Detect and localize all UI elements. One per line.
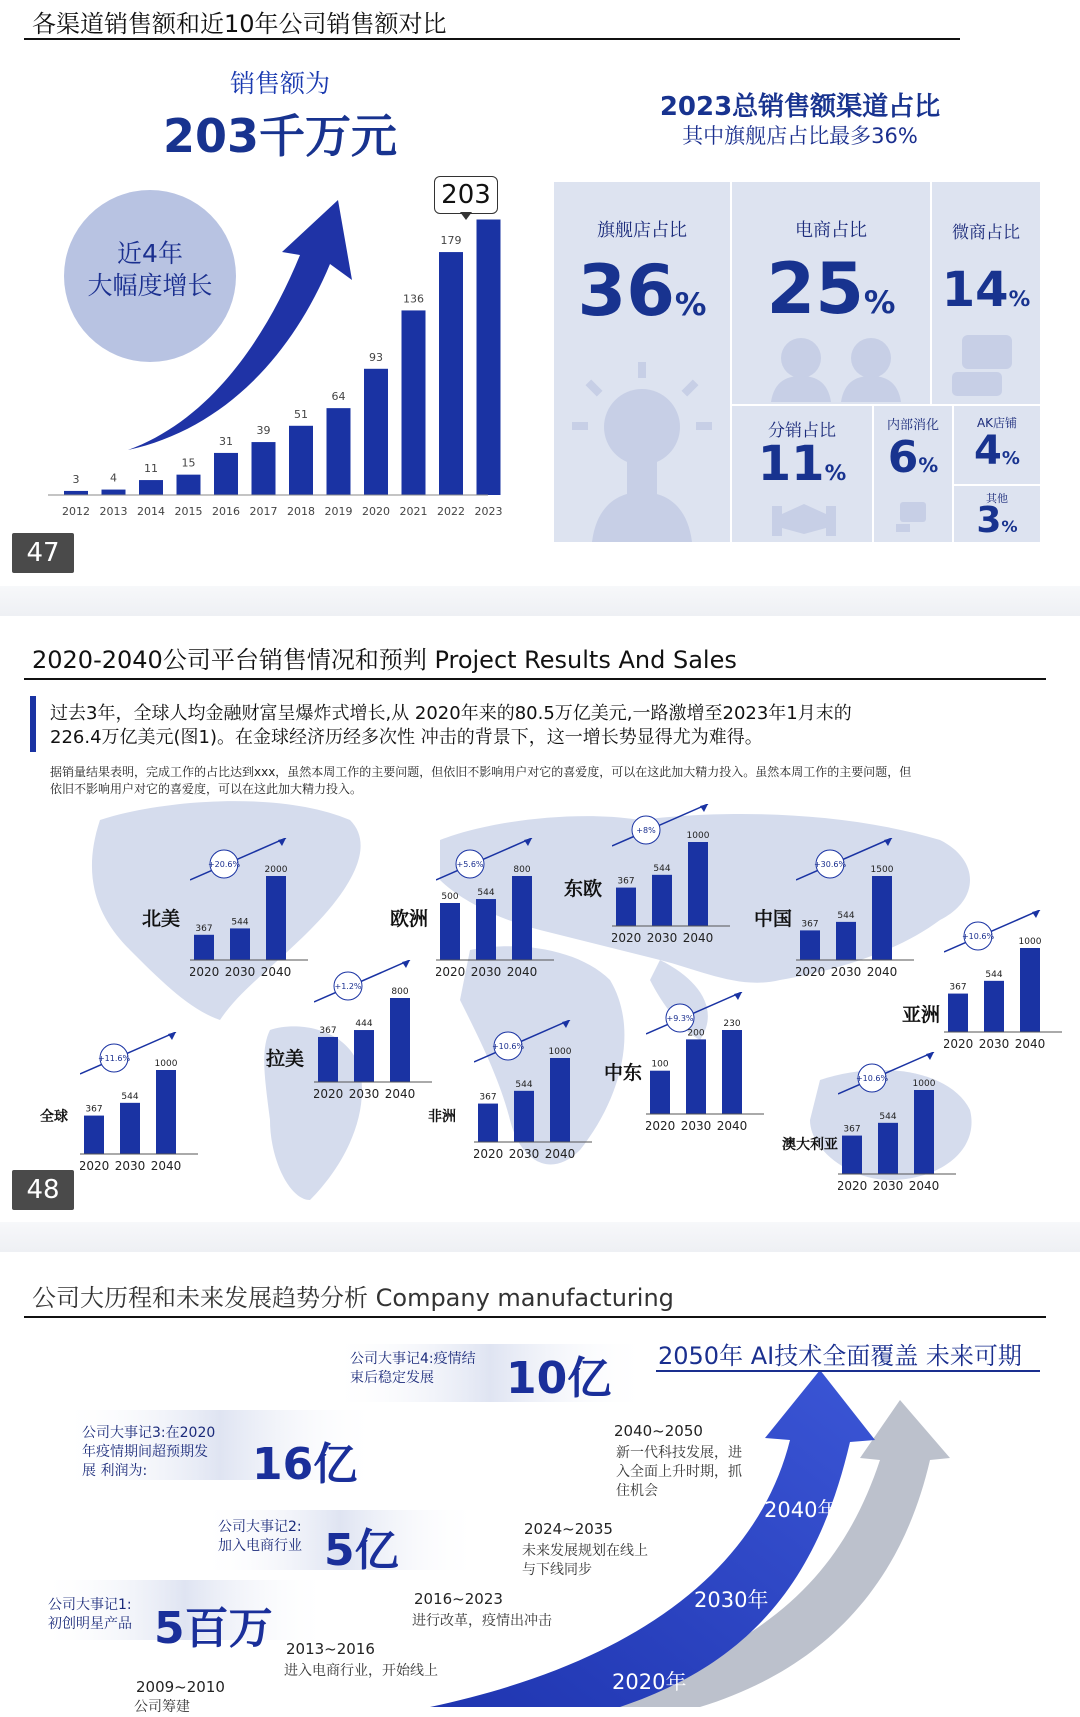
region-bar-value: 544 bbox=[837, 910, 855, 921]
growth-arrow bbox=[128, 200, 352, 450]
tile-label: 其他 bbox=[986, 492, 1008, 505]
arrow-label-2030: 2030年 bbox=[694, 1588, 769, 1612]
region-bar-value: 800 bbox=[513, 865, 531, 875]
divider bbox=[24, 38, 960, 40]
region-bar-value: 544 bbox=[121, 1091, 139, 1102]
region-bar bbox=[914, 1090, 934, 1174]
x-tick-label: 2021 bbox=[399, 505, 428, 518]
region-year-label: 2040 bbox=[682, 931, 714, 945]
tile-label: 分销占比 bbox=[768, 421, 836, 441]
growth-label: +9.3% bbox=[666, 1014, 694, 1023]
bar-value-label: 51 bbox=[294, 407, 308, 421]
event-4-label: 公司大事记4:疫情结 束后稳定发展 bbox=[350, 1351, 476, 1386]
region-year-label: 2030 bbox=[680, 1119, 712, 1133]
growth-label: +1.2% bbox=[334, 982, 362, 991]
region-year-label: 2030 bbox=[224, 965, 256, 979]
divider bbox=[24, 678, 1046, 680]
tile-label: 电商占比 bbox=[795, 220, 867, 241]
event-4-value: 10亿 bbox=[506, 1353, 612, 1404]
tile-value: 11% bbox=[757, 436, 847, 492]
bar-value-label: 4 bbox=[110, 471, 117, 485]
region-year-label: 2020 bbox=[944, 1037, 974, 1051]
growth-bubble-text: 近4年 大幅度增长 bbox=[87, 239, 213, 300]
region-year-label: 2040 bbox=[716, 1119, 748, 1133]
region-year-label: 2030 bbox=[830, 965, 862, 979]
region-bar bbox=[800, 930, 820, 960]
region-bar bbox=[230, 928, 250, 960]
bar-value-label: 93 bbox=[369, 350, 383, 364]
x-tick-label: 2022 bbox=[437, 505, 465, 518]
region-chart bbox=[838, 1052, 968, 1202]
tile-distribution bbox=[732, 406, 872, 542]
region-bar-value: 1000 bbox=[1018, 937, 1042, 947]
region-name: 东欧 bbox=[564, 878, 603, 900]
region-bar bbox=[688, 842, 708, 926]
section2-title: 2020-2040公司平台销售情况和预判 Project Results And Sales bbox=[32, 646, 737, 674]
tile-label: 微商占比 bbox=[952, 223, 1020, 243]
region-name: 非洲 bbox=[428, 1109, 456, 1125]
timeline-desc: 进入电商行业，开始线上 bbox=[284, 1663, 438, 1679]
section3-title: 公司大历程和未来发展趋势分析 Company manufacturing bbox=[32, 1284, 674, 1312]
region-bar-value: 367 bbox=[479, 1092, 497, 1103]
region-year-label: 2040 bbox=[150, 1159, 182, 1173]
tile-value: 25% bbox=[766, 248, 896, 330]
x-tick-label: 2015 bbox=[174, 505, 203, 518]
region-bar bbox=[156, 1070, 176, 1154]
region-name: 北美 bbox=[142, 908, 181, 930]
tile-wechat bbox=[932, 182, 1040, 404]
region-chart bbox=[190, 838, 320, 988]
region-bar-value: 367 bbox=[85, 1104, 103, 1115]
region-bar-value: 367 bbox=[319, 1025, 337, 1036]
region-year-label: 2040 bbox=[908, 1179, 940, 1193]
region-year-label: 2020 bbox=[314, 1087, 344, 1101]
bar-2021 bbox=[402, 310, 426, 495]
region-year-label: 2040 bbox=[544, 1147, 576, 1161]
chat-icon bbox=[952, 330, 1022, 400]
x-tick-label: 2013 bbox=[99, 505, 128, 518]
region-bar bbox=[686, 1039, 706, 1114]
region-year-label: 2030 bbox=[508, 1147, 540, 1161]
callout-pointer bbox=[460, 212, 472, 220]
share-title: 2023总销售额渠道占比 bbox=[659, 92, 941, 122]
timeline-years: 2024~2035 bbox=[524, 1520, 613, 1538]
region-bar-value: 544 bbox=[477, 888, 495, 899]
region-year-label: 2030 bbox=[348, 1087, 380, 1101]
tile-flagship bbox=[554, 182, 730, 542]
tile-value: 4% bbox=[974, 428, 1020, 474]
region-chart bbox=[796, 838, 926, 988]
bar-2018 bbox=[289, 426, 313, 495]
region-year-label: 2040 bbox=[384, 1087, 416, 1101]
region-bar bbox=[550, 1058, 570, 1142]
region-year-label: 2020 bbox=[646, 1119, 676, 1133]
region-chart bbox=[474, 1020, 604, 1170]
future-headline: 2050年 AI技术全面覆盖 未来可期 bbox=[658, 1342, 1022, 1370]
lead-marker bbox=[30, 696, 36, 752]
region-year-label: 2020 bbox=[190, 965, 220, 979]
growth-label: +8% bbox=[636, 826, 656, 835]
region-bar-value: 100 bbox=[651, 1059, 669, 1070]
bar-2013 bbox=[102, 490, 126, 495]
region-name: 中东 bbox=[604, 1062, 643, 1084]
event-1-label: 公司大事记1: 初创明星产品 bbox=[48, 1597, 132, 1632]
bar-2017 bbox=[252, 442, 276, 495]
event-3-label: 公司大事记3:在2020 年疫情期间超预期发 展 利润为: bbox=[82, 1425, 216, 1479]
region-year-label: 2030 bbox=[872, 1179, 904, 1193]
headset-agent-icon bbox=[766, 332, 906, 402]
region-year-label: 2030 bbox=[114, 1159, 146, 1173]
region-chart bbox=[436, 838, 566, 988]
region-bar bbox=[650, 1071, 670, 1114]
tile-internal bbox=[874, 406, 952, 542]
region-bar-value: 230 bbox=[723, 1019, 741, 1029]
region-year-label: 2020 bbox=[838, 1179, 868, 1193]
growth-label: +11.6% bbox=[97, 1054, 131, 1063]
bar-value-label: 15 bbox=[181, 456, 196, 470]
x-tick-label: 2016 bbox=[212, 505, 240, 518]
page-number-48: 48 bbox=[12, 1170, 74, 1210]
x-tick-label: 2023 bbox=[474, 505, 503, 518]
region-bar-value: 367 bbox=[949, 982, 967, 993]
region-bar bbox=[318, 1037, 338, 1082]
bar-2014 bbox=[139, 480, 163, 495]
x-tick-label: 2012 bbox=[62, 505, 90, 518]
region-bar bbox=[652, 875, 672, 926]
region-bar-value: 367 bbox=[195, 923, 213, 934]
tile-label: 内部消化 bbox=[886, 418, 939, 433]
timeline-years: 2016~2023 bbox=[414, 1590, 503, 1608]
chart-icon bbox=[896, 498, 930, 532]
bar-2012 bbox=[64, 491, 88, 495]
region-year-label: 2020 bbox=[474, 1147, 504, 1161]
region-bar-value: 544 bbox=[879, 1111, 897, 1122]
timeline-years: 2040~2050 bbox=[614, 1422, 703, 1440]
bar-value-label: 39 bbox=[256, 424, 271, 438]
region-year-label: 2030 bbox=[978, 1037, 1010, 1051]
region-bar bbox=[722, 1030, 742, 1114]
timeline-years: 2009~2010 bbox=[136, 1678, 225, 1696]
event-1-value: 5百万 bbox=[154, 1603, 273, 1654]
divider bbox=[24, 1316, 1046, 1318]
growth-label: +10.6% bbox=[961, 932, 995, 941]
region-bar-value: 367 bbox=[617, 876, 635, 887]
bar-2015 bbox=[177, 475, 201, 495]
region-year-label: 2020 bbox=[436, 965, 466, 979]
section-gap bbox=[0, 1222, 1080, 1252]
region-bar bbox=[194, 935, 214, 960]
arrow-label-2020: 2020年 bbox=[612, 1670, 687, 1694]
arrow-label-2040: 2040年 bbox=[764, 1498, 839, 1522]
region-name: 中国 bbox=[754, 908, 793, 930]
region-bar-value: 2000 bbox=[264, 865, 288, 875]
region-chart bbox=[314, 960, 444, 1110]
region-bar-value: 1000 bbox=[686, 831, 710, 841]
region-bar bbox=[836, 922, 856, 960]
lead-text: 过去3年，全球人均金融财富呈爆炸式增长,从 2020年来的80.5万亿美元,一路激增至2023年1月末的 226.4万亿美元(图1)。在金球经济历经多次性 冲击的背景下，这一增长势显得尤为难得。 bbox=[50, 703, 852, 748]
region-bar bbox=[984, 981, 1004, 1032]
region-name: 全球 bbox=[40, 1109, 68, 1125]
region-year-label: 2030 bbox=[470, 965, 502, 979]
region-bar-value: 200 bbox=[687, 1028, 705, 1039]
lightbulb-icon bbox=[572, 362, 712, 542]
tile-value: 6% bbox=[887, 432, 939, 483]
region-year-label: 2020 bbox=[612, 931, 642, 945]
timeline-desc: 未来发展规划在线上 与下线同步 bbox=[522, 1543, 648, 1578]
region-chart bbox=[612, 804, 742, 954]
region-year-label: 2030 bbox=[646, 931, 678, 945]
section-gap bbox=[0, 586, 1080, 616]
region-bar bbox=[390, 998, 410, 1082]
region-bar-value: 544 bbox=[985, 969, 1003, 980]
tile-value: 14% bbox=[941, 262, 1031, 318]
region-bar-value: 367 bbox=[843, 1124, 861, 1135]
region-bar-value: 544 bbox=[653, 863, 671, 874]
region-chart bbox=[944, 910, 1074, 1060]
region-name: 欧洲 bbox=[390, 908, 429, 930]
region-bar bbox=[842, 1136, 862, 1174]
region-year-label: 2040 bbox=[506, 965, 538, 979]
region-name: 澳大利亚 bbox=[782, 1137, 838, 1153]
event-2-value: 5亿 bbox=[324, 1525, 399, 1576]
region-bar bbox=[120, 1103, 140, 1154]
region-bar bbox=[872, 876, 892, 960]
region-bar-value: 800 bbox=[391, 987, 409, 997]
headline-underline bbox=[656, 1370, 1040, 1372]
region-bar bbox=[476, 899, 496, 960]
region-bar-value: 1000 bbox=[548, 1047, 572, 1057]
event-3-value: 16亿 bbox=[252, 1439, 358, 1490]
region-bar-value: 444 bbox=[355, 1019, 373, 1030]
x-tick-label: 2019 bbox=[324, 505, 353, 518]
region-bar-value: 1500 bbox=[870, 865, 894, 875]
region-bar-value: 544 bbox=[515, 1079, 533, 1090]
region-year-label: 2020 bbox=[796, 965, 826, 979]
region-bar bbox=[512, 876, 532, 960]
region-bar bbox=[514, 1091, 534, 1142]
bar-2023 bbox=[477, 220, 501, 496]
timeline-desc: 进行改革，疫情出冲击 bbox=[412, 1613, 552, 1629]
region-chart bbox=[80, 1032, 210, 1182]
region-bar bbox=[878, 1123, 898, 1174]
growth-label: +10.6% bbox=[855, 1074, 889, 1083]
region-name: 拉美 bbox=[266, 1048, 305, 1070]
region-bar bbox=[616, 888, 636, 926]
bar-value-label: 136 bbox=[403, 292, 424, 306]
note-text: 据销量结果表明，完成工作的占比达到xxx，虽然本周工作的主要问题，但依旧不影响用户对它的喜爱度，可以在这此加大精力投入。虽然本周工作的主要问题，但 依旧不影响用户对它的喜爱度，可以在这此加大精力投入。 bbox=[50, 765, 912, 796]
bar-value-label: 11 bbox=[144, 462, 158, 476]
tile-label: AK店铺 bbox=[976, 416, 1018, 430]
bar-2019 bbox=[327, 408, 351, 495]
share-subtitle: 其中旗舰店占比最多36% bbox=[682, 124, 918, 148]
bar-value-label: 179 bbox=[440, 234, 462, 248]
region-bar-value: 1000 bbox=[154, 1059, 178, 1069]
x-tick-label: 2014 bbox=[137, 505, 165, 518]
sales-bar-chart bbox=[0, 160, 520, 580]
region-year-label: 2040 bbox=[1014, 1037, 1046, 1051]
x-tick-label: 2020 bbox=[362, 505, 390, 518]
x-tick-label: 2017 bbox=[249, 505, 278, 518]
page-number-47: 47 bbox=[12, 533, 74, 573]
region-chart bbox=[646, 992, 776, 1142]
region-bar bbox=[440, 903, 460, 960]
region-bar bbox=[948, 994, 968, 1032]
bar-2022 bbox=[439, 252, 463, 495]
section1-title: 各渠道销售额和近10年公司销售额对比 bbox=[32, 10, 447, 38]
region-bar-value: 1000 bbox=[912, 1079, 936, 1089]
bar-value-label: 31 bbox=[219, 434, 233, 448]
tile-label: 旗舰店占比 bbox=[597, 220, 687, 241]
growth-label: +5.6% bbox=[456, 860, 484, 869]
region-bar-value: 544 bbox=[231, 917, 249, 928]
region-bar bbox=[266, 876, 286, 960]
region-bar bbox=[354, 1030, 374, 1082]
region-bar bbox=[478, 1104, 498, 1142]
timeline-desc: 新一代科技发展，进 入全面上升时期，抓 住机会 bbox=[616, 1445, 742, 1499]
tile-value: 3% bbox=[976, 500, 1018, 541]
tile-ak-store bbox=[954, 406, 1040, 484]
bar-value-label: 3 bbox=[72, 472, 80, 486]
tile-other bbox=[954, 486, 1040, 542]
sales-value: 203千万元 bbox=[162, 109, 398, 163]
region-year-label: 2040 bbox=[260, 965, 292, 979]
tile-ecommerce bbox=[732, 182, 930, 404]
sales-caption: 销售额为 bbox=[229, 69, 330, 98]
bar-2020 bbox=[364, 369, 388, 495]
growth-label: +20.6% bbox=[207, 860, 241, 869]
region-year-label: 2020 bbox=[80, 1159, 110, 1173]
region-name: 亚洲 bbox=[902, 1004, 941, 1026]
region-bar bbox=[1020, 948, 1040, 1032]
bar-value-label: 64 bbox=[331, 390, 346, 404]
region-year-label: 2040 bbox=[866, 965, 898, 979]
growth-label: +10.6% bbox=[491, 1042, 525, 1051]
timeline-desc: 公司筹建 bbox=[134, 1699, 190, 1715]
callout-box: 203 bbox=[434, 176, 498, 214]
tile-value: 36% bbox=[577, 250, 707, 332]
region-bar-value: 500 bbox=[441, 892, 459, 902]
handshake-icon bbox=[772, 494, 836, 536]
event-2-label: 公司大事记2: 加入电商行业 bbox=[218, 1519, 302, 1554]
region-bar-value: 367 bbox=[801, 919, 819, 930]
region-bar bbox=[84, 1116, 104, 1154]
x-tick-label: 2018 bbox=[287, 505, 315, 518]
timeline-years: 2013~2016 bbox=[286, 1640, 375, 1658]
growth-label: +30.6% bbox=[813, 860, 847, 869]
bar-2016 bbox=[214, 453, 238, 495]
